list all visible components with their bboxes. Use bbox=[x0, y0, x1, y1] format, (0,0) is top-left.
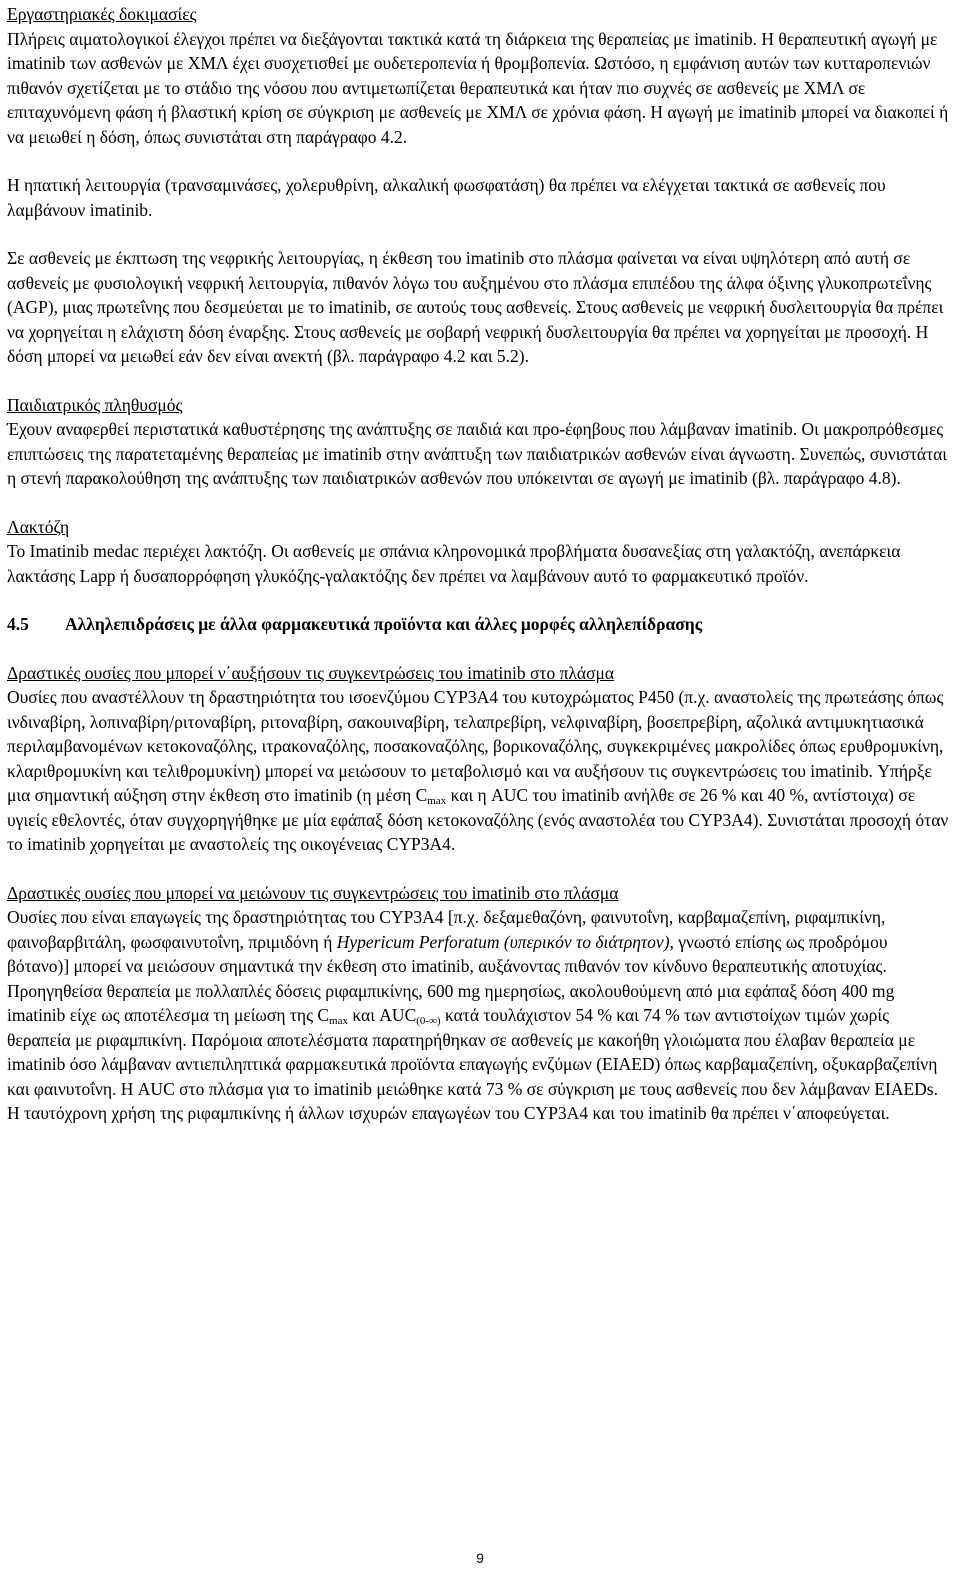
pediatric-paragraph: Έχουν αναφερθεί περιστατικά καθυστέρησης της ανάπτυξης σε παιδιά και προ-έφηβους που λάμβαναν imatinib. Οι μακροπρόθεσμες επιπτώσεις της παρατεταμένης θεραπείας με imatinib στην ανάπτυξη των παιδιατρικών ασθενών είναι άγνωστη. Συνεπώς, συνιστάται η στενή παρακολούθηση της ανάπτυξης των παιδιατρικών ασθενών που υπόκεινται σε αγωγή με imatinib (βλ. παράγραφο 4.8). bbox=[7, 419, 947, 488]
hypericum-italic: Hypericum Perforatum (υπερικόν το διάτρητον) bbox=[336, 931, 670, 952]
increase-heading: Δραστικές ουσίες που μπορεί ν΄αυξήσουν τις συγκεντρώσεις του imatinib στο πλάσμα bbox=[7, 662, 615, 683]
lactose-heading: Λακτόζη bbox=[7, 516, 70, 537]
lab-tests-heading: Εργαστηριακές δοκιμασίες bbox=[7, 4, 197, 24]
lactose-paragraph: Το Imatinib medac περιέχει λακτόζη. Οι ασθενείς με σπάνια κληρονομικά προβλήματα δυσανεξίας στη γαλακτόζη, ανεπάρκεια λακτάσης Lapp ή δυσαπορρόφηση γλυκόζης-γαλακτόζης δεν πρέπει να λαμβάνουν αυτό το φαρμακευτικό προϊόν. bbox=[7, 541, 901, 586]
lab-tests-paragraph-1: Πλήρεις αιματολογικοί έλεγχοι πρέπει να διεξάγονται τακτικά κατά τη διάρκεια της θεραπείας με imatinib. Η θεραπευτική αγωγή με imatinib των ασθενών με ΧΜΛ έχει συσχετισθεί με ουδετεροπενία ή θρομβοπενία. Ωστόσο, η εμφάνιση αυτών των κυτταροπενιών πιθανόν σχετίζεται με το στάδιο της νόσου που αντιμετωπίζεται θεραπευτικά και ήταν πιο συχνές σε ασθενείς με ΧΜΛ σε επιταχυνόμενη φάση ή βλαστική κρίση σε σύγκριση με ασθενείς με ΧΜΛ σε χρόνια φάση. Η αγωγή με imatinib μπορεί να διακοπεί ή να μειωθεί η δόση, όπως συνιστάται στη παράγραφο 4.2. bbox=[7, 28, 949, 147]
lab-tests-paragraph-2: Η ηπατική λειτουργία (τρανσαμινάσες, χολερυθρίνη, αλκαλική φωσφατάση) θα πρέπει να ελέγχεται τακτικά σε ασθενείς που λαμβάνουν imatinib. bbox=[7, 175, 886, 220]
section-4-5-heading bbox=[7, 612, 953, 637]
decrease-heading: Δραστικές ουσίες που μπορεί να μειώνουν τις συγκεντρώσεις του imatinib στο πλάσμα bbox=[7, 882, 619, 903]
page-number: 9 bbox=[476, 1550, 484, 1566]
section-title: Αλληλεπιδράσεις με άλλα φαρμακευτικά προϊόντα και άλλες μορφές αλληλεπίδρασης bbox=[65, 614, 703, 634]
decrease-paragraph: Ουσίες που είναι επαγωγείς της δραστηριότητας του CYP3A4 [π.χ. δεξαμεθαζόνη, φαινυτοΐνη, καρβαμαζεπίνη, ριφαμπικίνη, φαινοβαρβιτάλη, φωσφαινυτοΐνη, πριμιδόνη ή Hypericum Perforatum (υπερικόν το διάτρητον), γνωστό επίσης ως προδρόμου βότανο)] μπορεί να μειώσουν σημαντικά την έκθεση στο imatinib, αυξάνοντας πιθανόν τον κίνδυνο θεραπευτικής αποτυχίας. Προηγηθείσα θεραπεία με πολλαπλές δόσεις ριφαμπικίνης, 600 mg ημερησίως, ακολουθούμενη από μια εφάπαξ δόση 400 mg imatinib είχε ως αποτέλεσμα τη μείωση της $C_{max}$ και $AUC_{(0-\infty)}$ κατά τουλάχιστον 54 % και 74 % των αντιστοίχων τιμών χωρίς θεραπεία με ριφαμπικίνη. Παρόμοια αποτελέσματα παρατηρήθηκαν σε ασθενείς με κακοήθη γλοιώματα που έλαβαν θεραπεία με imatinib όσο λάμβαναν αντιεπιληπτικά φαρμακευτικά προϊόντα επαγωγής ενζύμων (EIAED) όπως καρβαμαζεπίνη, οξυκαρβαζεπίνη και φαινυτοΐνη. Η AUC στο πλάσμα για το imatinib μειώθηκε κατά 73 % σε σύγκριση με τους ασθενείς που δεν λάμβαναν EIAEDs. Η ταυτόχρονη χρήση της ριφαμπικίνης ή άλλων ισχυρών επαγωγέων του CYP3A4 και του imatinib θα πρέπει ν΄αποφεύγεται. bbox=[7, 907, 938, 1123]
increase-paragraph: Ουσίες που αναστέλλουν τη δραστηριότητα του ισοενζύμου CYP3A4 του κυτοχρώματος P450 (π.χ. αναστολείς της πρωτεάσης όπως ινδιναβίρη, λοπιναβίρη/ριτοναβίρη, ριτοναβίρη, σακουιναβίρη, τελαπρεβίρη, νελφιναβίρη, βοσεπρεβίρη, αζολικά αντιμυκητιασικά περιλαμβανομένων κετοκοναζόλης, ιτρακοναζόλης, ποσακοναζόλης, βορικοναζόλης, συγκεκριμένες μακρολίδες όπως ερυθρομυκίνη, κλαριθρομυκίνη και τελιθρομυκίνη) μπορεί να μειώσουν το μεταβολισμό και να αυξήσουν τις συγκεντρώσεις του imatinib. Υπήρξε μια σημαντική αύξηση στην έκθεση στο imatinib (η μέση $C_{max}$ και η AUC του imatinib ανήλθε σε 26 % και 40 %, αντίστοιχα) σε υγιείς εθελοντές, όταν συγχορηγήθηκε με μία εφάπαξ δόση κετοκοναζόλης (ενός αναστολέα του CYP3A4). Συνιστάται προσοχή όταν το imatinib χορηγείται με αναστολείς της οικογένειας CYP3A4. bbox=[7, 687, 949, 854]
pediatric-heading: Παιδιατρικός πληθυσμός bbox=[7, 394, 183, 415]
lab-tests-paragraph-3: Σε ασθενείς με έκπτωση της νεφρικής λειτουργίας, η έκθεση του imatinib στο πλάσμα φαίνεται να είναι υψηλότερη από αυτή σε ασθενείς με φυσιολογική νεφρική λειτουργία, πιθανόν λόγω του αυξημένου στο πλάσμα επιπέδου της άλφα όξινης γλυκοπρωτεΐνης (AGP), μιας πρωτεΐνης που δεσμεύεται με το imatinib, σε αυτούς τους ασθενείς. Στους ασθενείς με νεφρική δυσλειτουργία θα πρέπει να χορηγείται η ελάχιστη δόση έναρξης. Στους ασθενείς με σοβαρή νεφρική δυσλειτουργία θα πρέπει να χορηγείται με προσοχή. Η δόση μπορεί να μειωθεί εάν δεν είναι ανεκτή (βλ. παράγραφο 4.2 και 5.2). bbox=[7, 248, 944, 366]
document-page bbox=[7, 0, 953, 1126]
section-number: 4.5 bbox=[7, 614, 29, 634]
